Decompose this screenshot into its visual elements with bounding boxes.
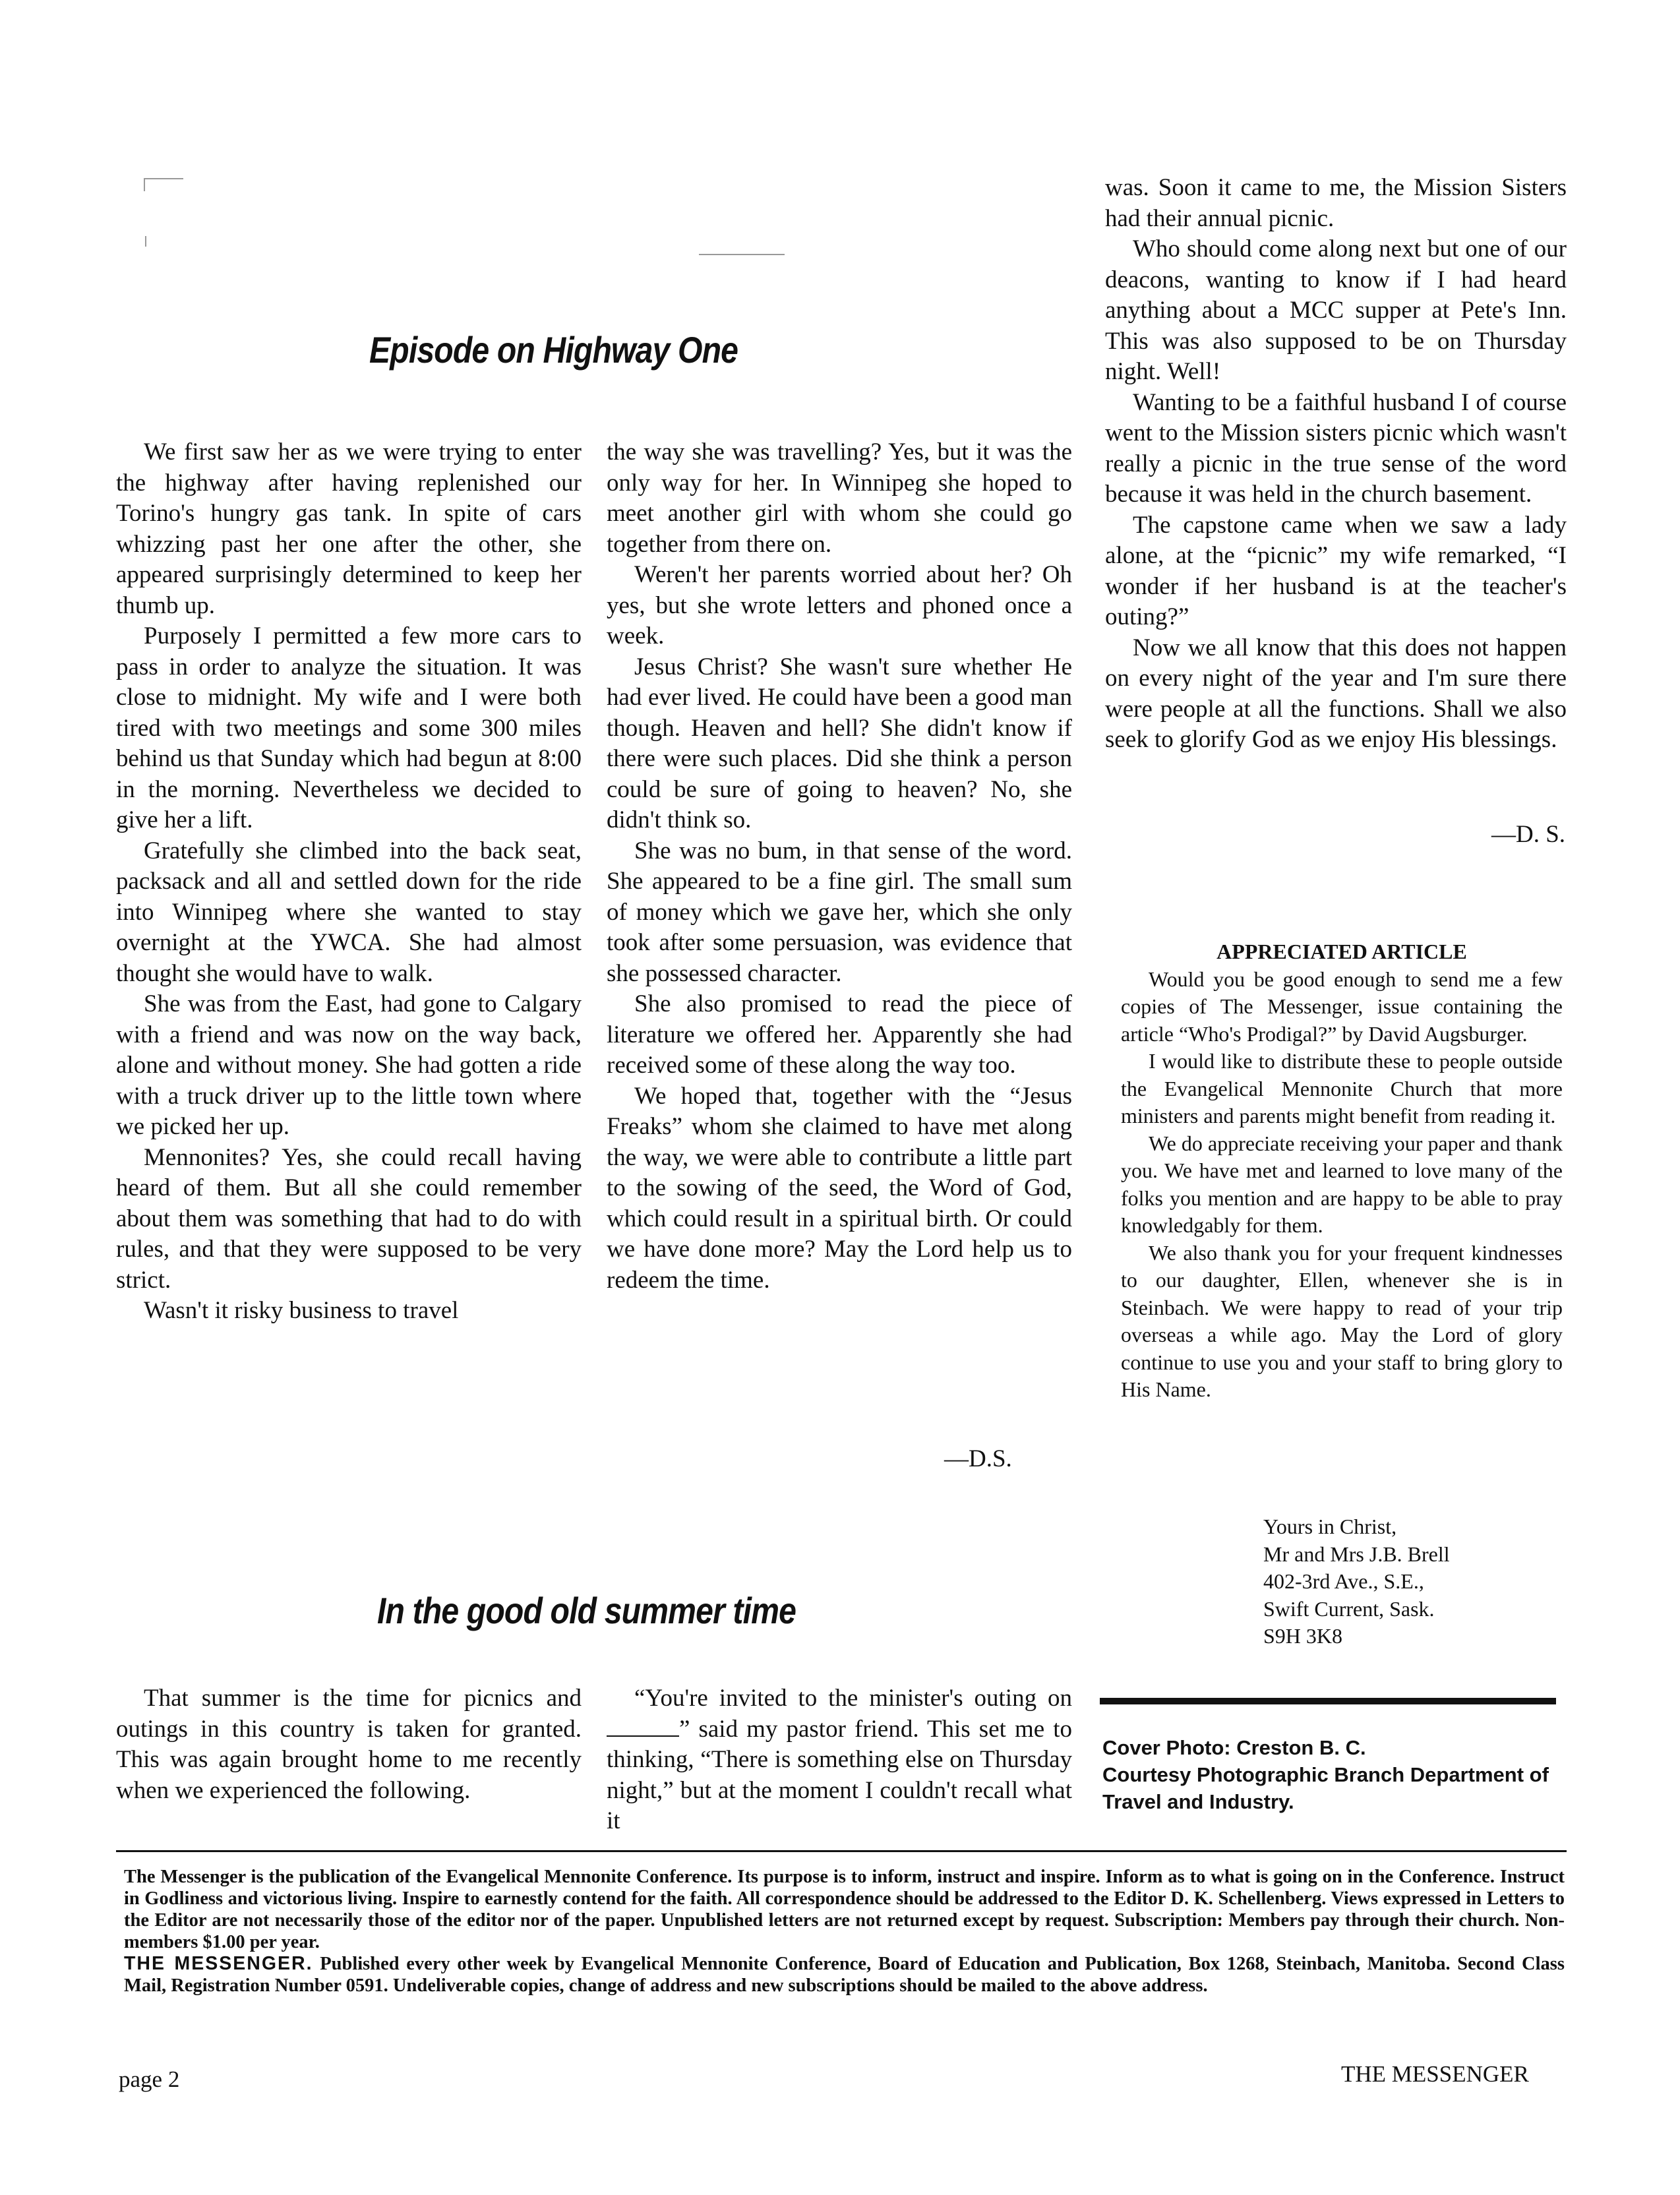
article1-column-2 [607,437,1072,1296]
footer-rule [116,1850,1567,1852]
scan-mark [144,178,145,191]
paragraph: The capstone came when we saw a lady alone, at the “picnic” my wife remarked, “I wonder if her husband is at the teacher's outing?” [1105,511,1567,630]
paragraph: She was no bum, in that sense of the word. She appeared to be a fine girl. The small sum of money which we gave her, which she only took after some persuasion, was evidence that she possessed character. [607,837,1072,987]
paragraph: Weren't her parents worried about her? Oh yes, but she wrote letters and phoned once a week. [607,561,1072,649]
paragraph: Wasn't it risky business to travel [144,1297,459,1324]
article1-column-1 [116,437,582,1327]
footer-masthead [124,1953,1565,1997]
publication-name: THE MESSENGER [1341,2061,1529,2087]
text: “You're invited to the minister's outing on [634,1685,1072,1712]
paragraph: Wanting to be a faithful husband I of course went to the Mission sisters picnic which wasn't really a picnic in the true sense of the word because it was held in the church basement. [1105,388,1567,508]
paragraph: the way she was travelling? Yes, but it was the only way for her. In Winnipeg she hoped to meet another girl with whom she could go together from there on. [607,438,1072,558]
article2-column-2 [607,1683,1072,1837]
paragraph: Mennonites? Yes, she could recall having heard of them. But all she could remember about them was something that had to do with rules, and that they were supposed to be very strict. [116,1143,582,1294]
letter-heading: APPRECIATED ARTICLE [1216,940,1467,963]
paragraph: Who should come along next but one of our deacons, wanting to know if I had heard anything about a MCC supper at Pete's Inn. This was also supposed to be on Thursday night. Well! [1105,235,1567,385]
signature-line: Mr and Mrs J.B. Brell [1263,1542,1450,1566]
article1-title: Episode on Highway One [369,329,738,371]
cover-credit [1102,1734,1564,1815]
letter-block [1121,938,1563,1404]
signature-line: Yours in Christ, [1263,1515,1397,1538]
article2-signoff: —D. S. [1491,821,1566,848]
footer-statement: The Messenger is the publication of the Evangelical Mennonite Conference. Its purpose is to inform, instruct and inspire. Inform as to what is going on in the Conference. Instruct in Godliness and victorious living. Inspire to earnestly contend for the faith. All correspondence should be addressed to the Editor D. K. Schellenberg. Views expressed in Letters to the Editor are not necessarily those of the editor nor of the paper. Unpublished letters are not returned except by request. Subscription: Members pay through their church. Non-members $1.00 per year. [124,1867,1565,1952]
footer-text [124,1866,1565,1997]
signature-line: 402-3rd Ave., S.E., [1263,1569,1424,1593]
paragraph: That summer is the time for picnics and outings in this country is taken for granted. This was again brought home to me recently when we experienced the following. [116,1685,582,1804]
paragraph: She was from the East, had gone to Calgary with a friend and was now on the way back, alone and without money. She had gotten a ride with a truck driver up to the little town where we picked her up. [116,990,582,1140]
masthead-label: THE MESSENGER. [124,1953,313,1974]
paragraph [607,1683,1072,1837]
page-number: page 2 [119,2066,180,2092]
paragraph: Gratefully she climbed into the back seat, packsack and all and settled down for the ride into Winnipeg where she wanted to stay overnight at the YWCA. She had almost thought she would have to walk. [116,837,582,987]
text: ” said my pastor friend. This set me to thinking, “There is something else on Thursday night,” but at the moment I couldn't recall what it [607,1715,1072,1834]
paragraph: We do appreciate receiving your paper and thank you. We have met and learned to love many of the folks you mention and are happy to be able to pray knowledgably for them. [1121,1131,1563,1237]
paragraph: Now we all know that this does not happen on every night of the year and I'm sure there were people at all the functions. Shall we also seek to glorify God as we enjoy His blessings. [1105,634,1567,753]
article2-column-3 [1105,173,1567,756]
article2-title: In the good old summer time [377,1590,796,1631]
masthead-text: Published every other week by Evangelical Mennonite Conference, Board of Education and Publication, Box 1268, Steinbach, Manitoba. Second Class Mail, Registration Number 0591. Undeliverable copies, change of address and new subscriptions should be mailed to the above address. [124,1954,1565,1996]
scan-mark [145,236,146,247]
fill-in-blank [607,1717,679,1737]
cover-credit-line: Courtesy Photographic Branch Department of Travel and Industry. [1102,1763,1549,1813]
cover-credit-rule [1100,1698,1556,1704]
letter-signature [1263,1513,1450,1650]
paragraph: We hoped that, together with the “Jesus Freaks” whom she claimed to have met along the way, we were able to contribute a little part to the sowing of the seed, the Word of God, which could result in a spiritual birth. Or could we have done more? May the Lord help us to redeem the time. [607,1082,1072,1294]
scan-mark [144,178,183,179]
paragraph: Purposely I permitted a few more cars to pass in order to analyze the situation. It was close to midnight. My wife and I were both tired with two meetings and some 300 miles behind us that Sunday which had begun at 8:00 in the morning. Nevertheless we decided to give her a lift. [116,622,582,833]
paragraph: We first saw her as we were trying to enter the highway after having replenished our Torino's hungry gas tank. In spite of cars whizzing past her one after the other, she appeared surprisingly determined to keep her thumb up. [116,438,582,619]
scan-mark [699,254,785,255]
signature-line: S9H 3K8 [1263,1624,1343,1648]
cover-credit-line: Cover Photo: Creston B. C. [1102,1736,1366,1759]
paragraph: Would you be good enough to send me a few copies of The Messenger, issue containing the article “Who's Prodigal?” by David Augsburger. [1121,967,1563,1046]
signature-line: Swift Current, Sask. [1263,1596,1435,1621]
paragraph: I would like to distribute these to people outside the Evangelical Mennonite Church that more ministers and parents might benefit from reading it. [1121,1049,1563,1128]
article2-column-1 [116,1683,582,1806]
paragraph: Jesus Christ? She wasn't sure whether He had ever lived. He could have been a good man though. Heaven and hell? She didn't know if there were such places. Did she think a person could be sure of going to heaven? No, she didn't think so. [607,653,1072,833]
paragraph: We also thank you for your frequent kindnesses to our daughter, Ellen, whenever she is in Steinbach. We were happy to read of your trip overseas a while ago. May the Lord of glory continue to use you and your staff to bring glory to His Name. [1121,1240,1563,1401]
article1-signoff: —D.S. [944,1445,1012,1472]
paragraph: She also promised to read the piece of literature we offered her. Apparently she had received some of these along the way too. [607,990,1072,1079]
paragraph: was. Soon it came to me, the Mission Sisters had their annual picnic. [1105,174,1567,232]
